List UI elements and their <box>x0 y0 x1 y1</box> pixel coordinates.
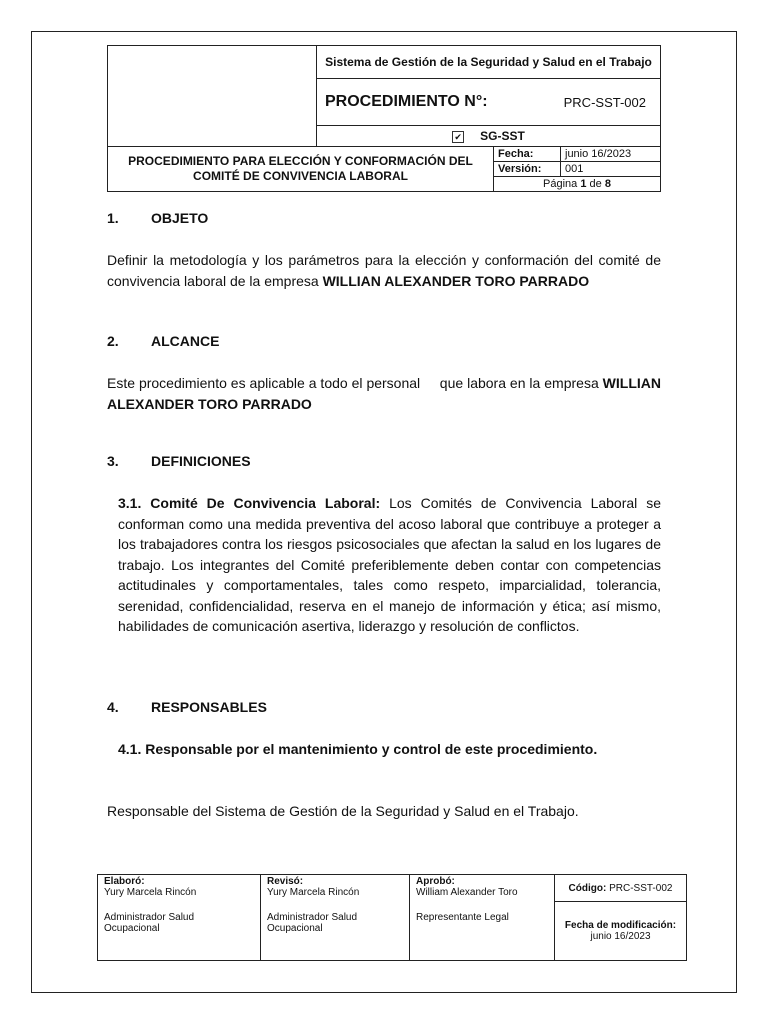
page-of: de <box>589 178 602 190</box>
fecha-value: junio 16/2023 <box>561 147 661 162</box>
page-indicator <box>494 177 660 192</box>
section-responsables-heading <box>107 699 267 715</box>
code-cell <box>555 875 687 961</box>
responsable-text: Responsable del Sistema de Gestión de la Seguridad y Salud en el Trabajo. <box>107 803 579 819</box>
reviso-role: Administrador Salud Ocupacional <box>267 912 358 934</box>
fecha-mod-value: junio 16/2023 <box>590 931 651 942</box>
aprobo-cell <box>410 875 555 961</box>
procedure-code: PRC-SST-002 <box>563 94 646 110</box>
reviso-cell <box>261 875 410 961</box>
elaboro-label: Elaboró: <box>104 876 145 887</box>
check-icon: ✔ <box>452 131 464 143</box>
aprobo-role: Representante Legal <box>416 912 509 923</box>
document-header <box>107 45 661 192</box>
reviso-label: Revisó: <box>267 876 304 887</box>
procedure-label: PROCEDIMIENTO N°: <box>325 93 488 110</box>
system-title: Sistema de Gestión de la Seguridad y Salud en el Trabajo <box>317 46 661 79</box>
version-value: 001 <box>561 162 661 177</box>
definition-paragraph <box>118 493 661 637</box>
section-number: 4. <box>107 699 119 715</box>
meta-cell <box>494 147 661 192</box>
codigo-box <box>555 875 686 902</box>
procedure-row <box>317 79 661 126</box>
alcance-text: Este procedimiento es aplicable a todo el personal que labora en la empresa <box>107 375 599 391</box>
page-prefix: Página <box>543 178 578 190</box>
elaboro-role: Administrador Salud Ocupacional <box>104 912 195 934</box>
section-objeto-heading <box>107 210 208 226</box>
company-name: WILLIAN ALEXANDER TORO PARRADO <box>322 272 590 289</box>
meta-table <box>494 147 660 191</box>
document-title-text: PROCEDIMIENTO PARA ELECCIÓN Y CONFORMACIÓN DEL COMITÉ DE CONVIVENCIA LABORAL <box>128 154 473 183</box>
sgsst-label: SG-SST <box>480 129 525 143</box>
definition-term: 3.1. Comité De Convivencia Laboral: <box>118 495 381 511</box>
responsable-subtitle: 4.1. Responsable por el mantenimiento y control de este procedimiento. <box>118 741 598 757</box>
elaboro-name: Yury Marcela Rincón <box>104 887 197 898</box>
section-objeto-text <box>107 250 661 291</box>
section-alcance-heading <box>107 333 219 349</box>
section-number: 2. <box>107 333 119 349</box>
section-title: RESPONSABLES <box>151 699 267 715</box>
version-label: Versión: <box>494 162 561 177</box>
section-number: 3. <box>107 453 119 469</box>
aprobo-label: Aprobó: <box>416 876 455 887</box>
section-number: 1. <box>107 210 119 226</box>
section-title: DEFINICIONES <box>151 453 251 469</box>
elaboro-cell <box>98 875 261 961</box>
section-definiciones-heading <box>107 453 251 469</box>
objeto-text: Definir la metodología y los parámetros para la elección y conformación del comité de convivencia laboral de la empresa <box>107 252 661 289</box>
fecha-mod-label: Fecha de modificación: <box>564 920 677 931</box>
section-alcance-text <box>107 373 661 414</box>
codigo-label: Código: <box>568 882 607 894</box>
document-title <box>108 147 494 192</box>
page-current: 1 <box>580 178 587 190</box>
sgsst-row <box>317 126 661 147</box>
section-title: ALCANCE <box>151 333 220 349</box>
document-footer <box>97 874 687 961</box>
aprobo-name: William Alexander Toro <box>416 887 518 898</box>
codigo-value: PRC-SST-002 <box>609 882 673 894</box>
page-total: 8 <box>604 178 611 190</box>
logo-area <box>108 46 317 147</box>
fecha-label: Fecha: <box>494 147 561 162</box>
section-title: OBJETO <box>151 210 209 226</box>
company-name: WILLIAN ALEXANDER TORO PARRADO <box>107 375 661 412</box>
fecha-mod-box <box>555 902 686 960</box>
reviso-name: Yury Marcela Rincón <box>267 887 360 898</box>
definition-text: Los Comités de Convivencia Laboral se conforman como una medida preventiva del acoso laboral que contribuye a proteger a los trabajadores contra los riesgos psicosociales que afectan la salud en los lugares de trabajo. Los integrantes del Comité preferiblemente deben contar con competencias actitudinales y comportamentales, tales como respeto, imparcialidad, tolerancia, serenidad, confidencialidad, reserva en el manejo de información y ética; así mismo, habilidades de comunicación asertiva, liderazgo y resolución de conflictos. <box>118 495 661 634</box>
